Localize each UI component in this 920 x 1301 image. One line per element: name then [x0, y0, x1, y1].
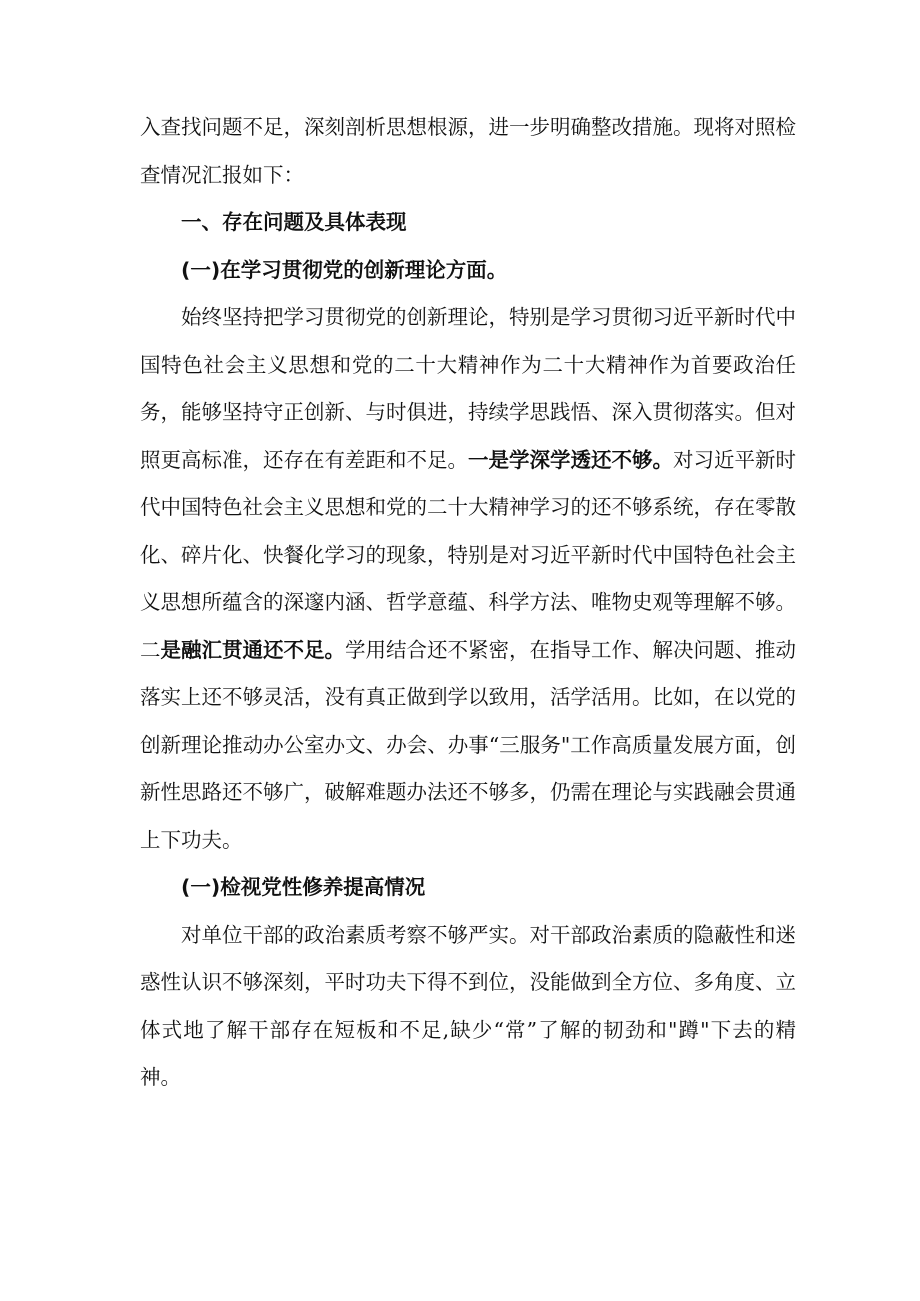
intro-paragraph: 入查找问题不足，深刻剖析思想根源，进一步明确整改措施。现将对照检查情况汇报如下：: [140, 115, 796, 187]
theory-study-text-part-1: 始终坚持把学习贯彻党的创新理论，特别是学习贯彻习近平新时代中国特色社会主义思想和党的二十大精神作为二十大精神作为首要政治任务，能够坚持守正创新、与时俱进，持续学思践悟、深入贯彻落实。但对照更高标准，还存在有差距和不足。: [140, 305, 796, 472]
theory-study-text-part-2: 对习近平新时代中国特色社会主义思想和党的二十大精神学习的还不够系统，存在零散化、碎片化、快餐化学习的现象，特别是对习近平新时代中国特色社会主义思想所蕴含的深邃内涵、哲学意蕴、科学方法、唯物史观等理解不够。二: [140, 447, 796, 662]
theory-study-point-1: 一是学深学透还不够。: [468, 447, 673, 472]
theory-study-text-part-3: 学用结合还不紧密，在指导工作、解决问题、推动落实上还不够灵活，没有真正做到学以致用，活学活用。比如，在以党的创新理论推动办公室办文、办会、办事“三服务"工作高质量发展方面，创新性思路还不够广，破解难题办法还不够多，仍需在理论与实践融会贯通上下功夫。: [140, 637, 796, 852]
document-body: [140, 104, 796, 1102]
subsection-heading-party-spirit: (一)检视党性修养提高情况: [181, 875, 426, 899]
theory-study-point-2: 是融汇贯通还不足。: [160, 637, 345, 662]
party-spirit-paragraph: 对单位干部的政治素质考察不够严实。对干部政治素质的隐蔽性和迷惑性认识不够深刻，平时功夫下得不到位，没能做到全方位、多角度、立体式地了解干部存在短板和不足,缺少“常”了解的韧劲和"蹲"下去的精神。: [140, 922, 796, 1089]
theory-study-paragraph: [140, 294, 796, 864]
section-heading-problems: 一、存在问题及具体表现: [181, 210, 407, 234]
subsection-heading-theory-study: (一)在学习贯彻党的创新理论方面。: [181, 257, 508, 282]
